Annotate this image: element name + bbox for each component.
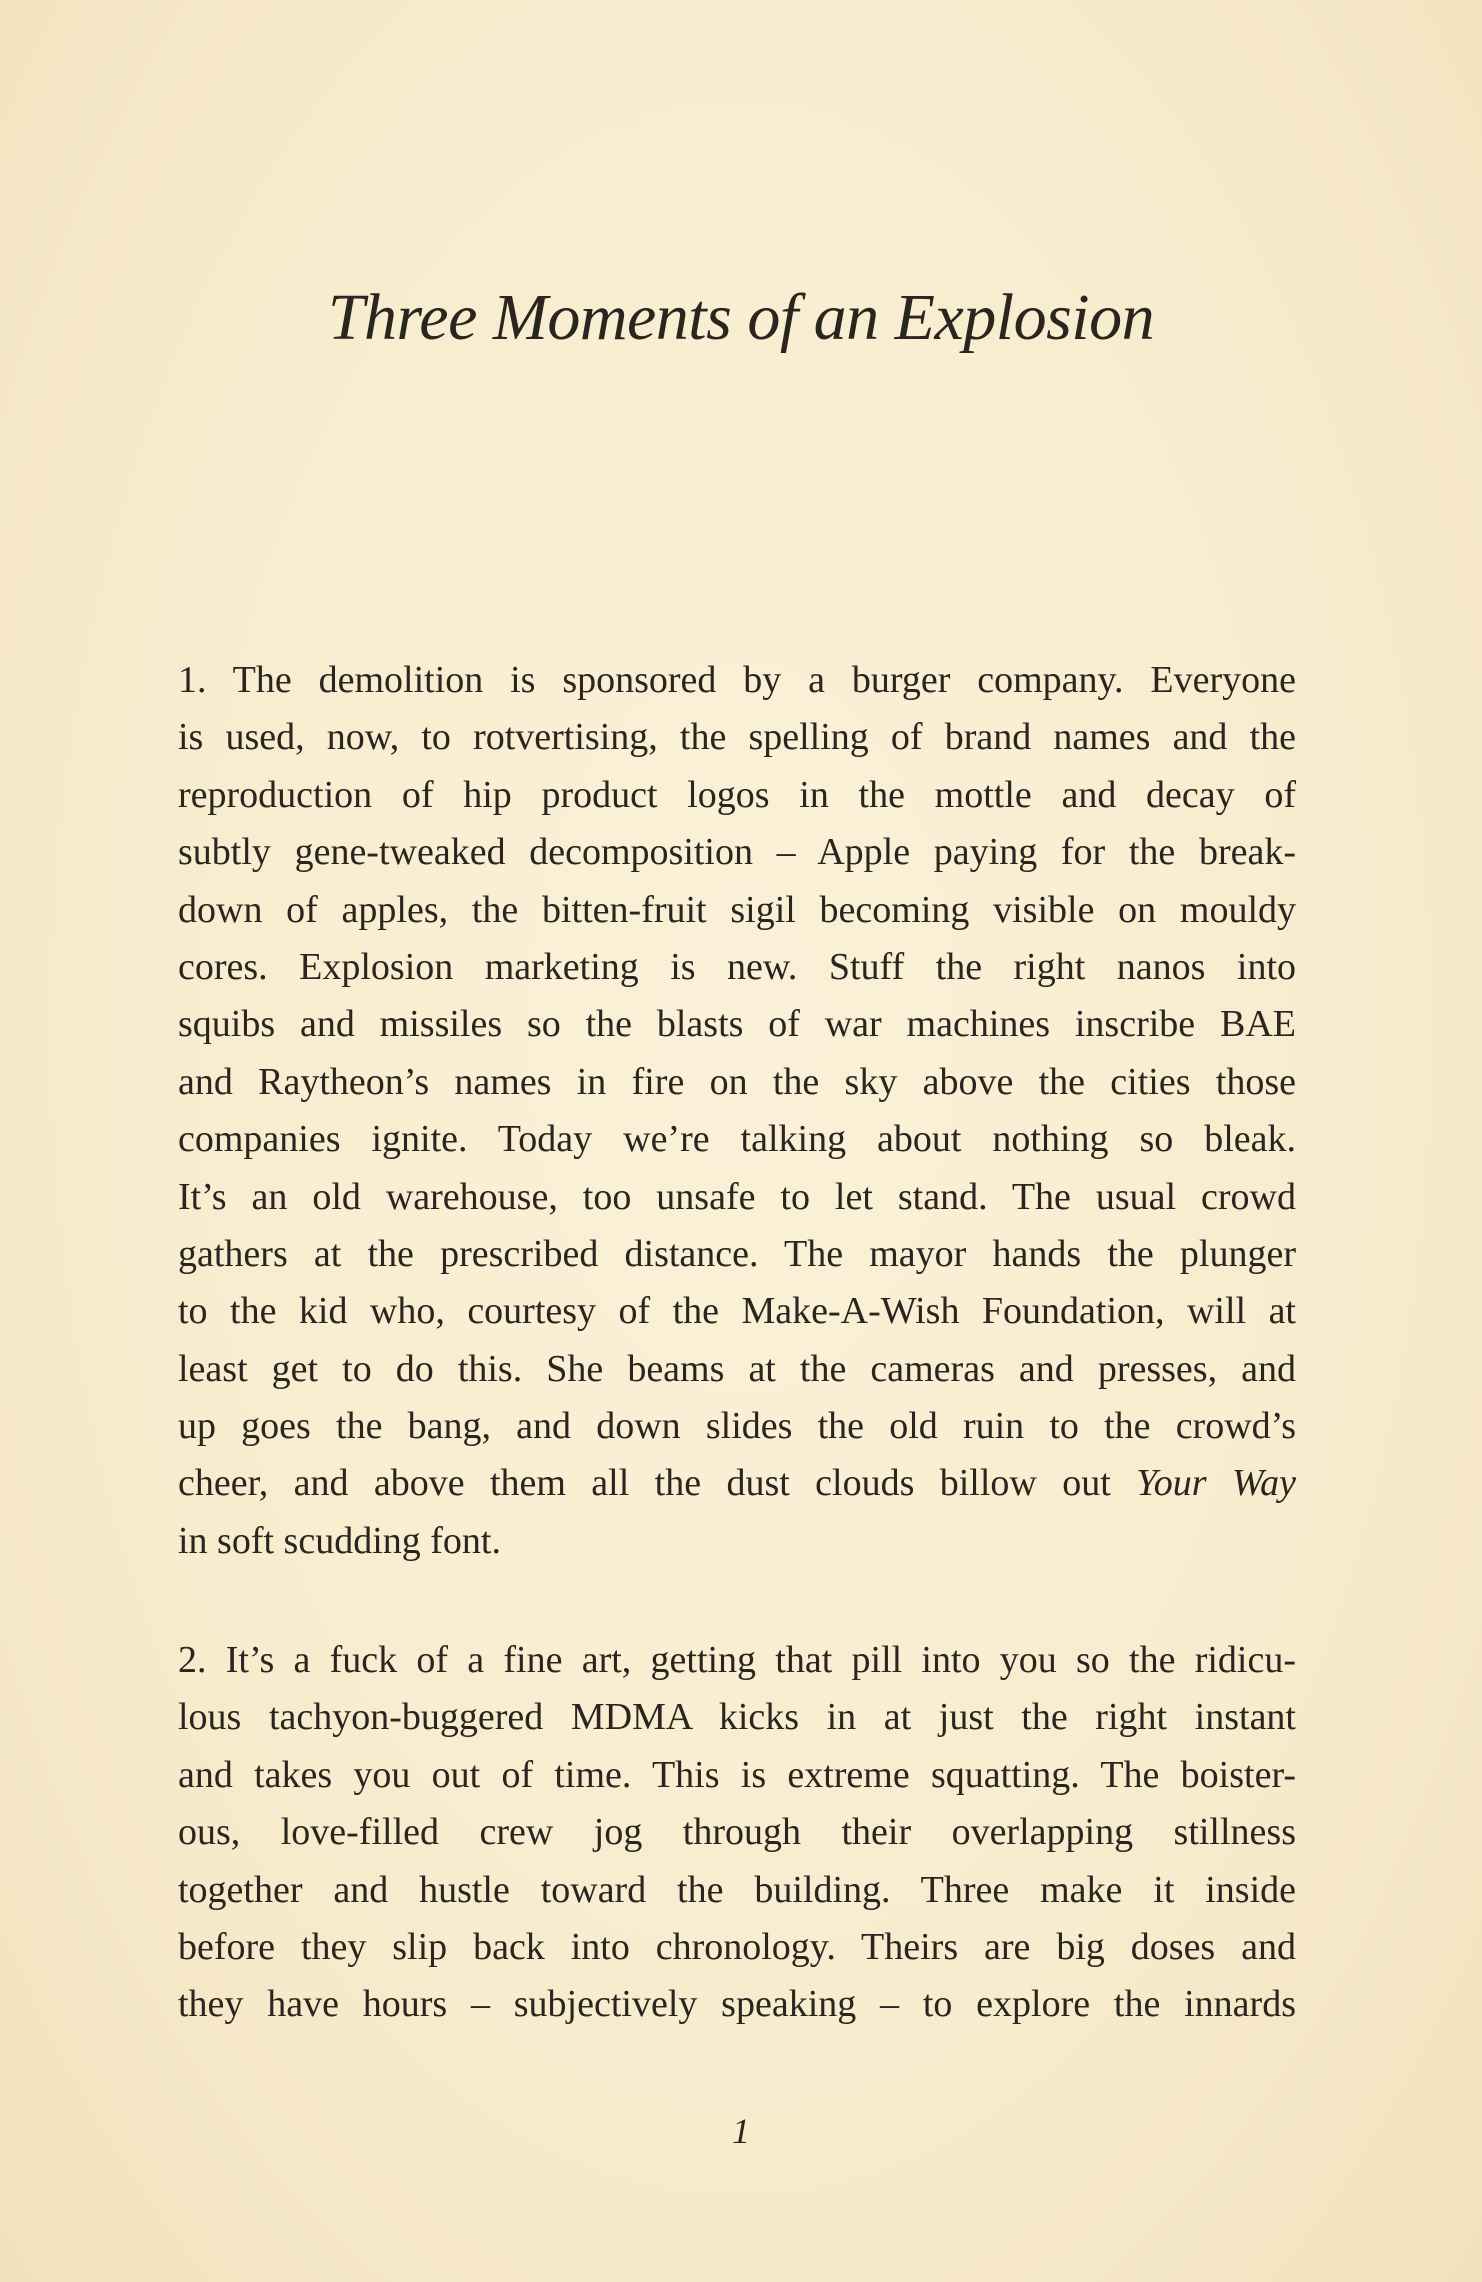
text-line: before they slip back into chronology. Theirs are big doses and — [178, 1925, 1296, 1968]
text-line: to the kid who, courtesy of the Make-A-Wish Foundation, will at — [178, 1290, 1296, 1333]
chapter-title: Three Moments of an Explosion — [327, 281, 1155, 354]
text-line: in soft scudding font. — [178, 1519, 501, 1562]
text-line: up goes the bang, and down slides the old ruin to the crowd’s — [178, 1405, 1296, 1448]
page-number: 1 — [732, 2111, 750, 2151]
text-line: 1. The demolition is sponsored by a burger company. Everyone — [178, 659, 1296, 701]
text-line: gathers at the prescribed distance. The mayor hands the plunger — [178, 1232, 1296, 1275]
text-line — [178, 1455, 1296, 1512]
text-line: they have hours – subjectively speaking – to explore the innards — [178, 1983, 1296, 2026]
text-line: down of apples, the bitten-fruit sigil becoming visible on mouldy — [178, 888, 1296, 931]
text-line: squibs and missiles so the blasts of war machines inscribe BAE — [178, 1003, 1296, 1046]
text-line: companies ignite. Today we’re talking about nothing so bleak. — [178, 1118, 1296, 1161]
paragraph-2 — [178, 1632, 1296, 2034]
text-line: lous tachyon-buggered MDMA kicks in at just the right instant — [178, 1696, 1296, 1739]
text-line: subtly gene-tweaked decomposition – Apple paying for the break- — [178, 831, 1296, 874]
italic-text: Your Way — [1136, 1462, 1296, 1505]
text-line: It’s an old warehouse, too unsafe to let stand. The usual crowd — [178, 1175, 1296, 1218]
text-segment: cheer, and above them all the dust clouds billow out — [178, 1462, 1137, 1505]
text-line: and Raytheon’s names in fire on the sky above the cities those — [178, 1060, 1296, 1103]
text-line: 2. It’s a fuck of a fine art, getting that pill into you so the ridicu- — [178, 1639, 1296, 1681]
text-line: ous, love-filled crew jog through their overlapping stillness — [178, 1811, 1296, 1854]
text-line: is used, now, to rotvertising, the spelling of brand names and the — [178, 716, 1296, 759]
text-line: least get to do this. She beams at the cameras and presses, and — [178, 1347, 1296, 1390]
text-line: together and hustle toward the building. Three make it inside — [178, 1868, 1296, 1911]
text-line: and takes you out of time. This is extreme squatting. The boister- — [178, 1753, 1296, 1796]
text-line: reproduction of hip product logos in the mottle and decay of — [178, 773, 1296, 816]
text-line: cores. Explosion marketing is new. Stuff the right nanos into — [178, 945, 1296, 988]
paragraph-1 — [178, 652, 1296, 1570]
